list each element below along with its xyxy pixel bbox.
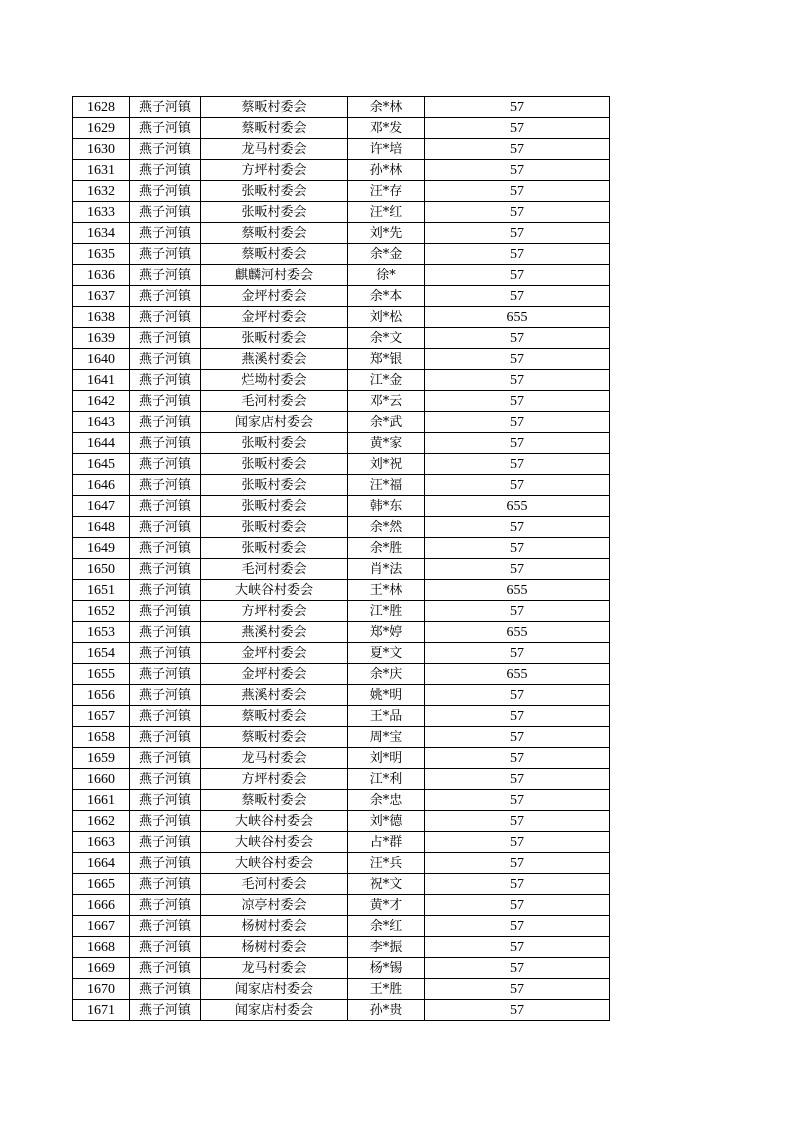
town-cell: 燕子河镇 [130, 790, 201, 811]
amount-cell: 57 [425, 685, 610, 706]
table-row [73, 559, 610, 580]
table-row [73, 937, 610, 958]
village-committee-cell: 闻家店村委会 [201, 979, 348, 1000]
village-committee-cell: 方坪村委会 [201, 160, 348, 181]
table-row [73, 958, 610, 979]
village-committee-cell: 杨树村委会 [201, 937, 348, 958]
name-cell: 姚*明 [348, 685, 425, 706]
table-row [73, 895, 610, 916]
row-number-cell: 1668 [73, 937, 130, 958]
table-row [73, 622, 610, 643]
village-committee-cell: 燕溪村委会 [201, 685, 348, 706]
amount-cell: 57 [425, 412, 610, 433]
village-committee-cell: 毛河村委会 [201, 559, 348, 580]
table-row [73, 874, 610, 895]
row-number-cell: 1641 [73, 370, 130, 391]
table-row [73, 979, 610, 1000]
row-number-cell: 1645 [73, 454, 130, 475]
table-row [73, 454, 610, 475]
amount-cell: 57 [425, 349, 610, 370]
name-cell: 余*武 [348, 412, 425, 433]
table-row [73, 244, 610, 265]
table-row [73, 748, 610, 769]
village-committee-cell: 张畈村委会 [201, 181, 348, 202]
name-cell: 祝*文 [348, 874, 425, 895]
amount-cell: 57 [425, 391, 610, 412]
town-cell: 燕子河镇 [130, 244, 201, 265]
town-cell: 燕子河镇 [130, 391, 201, 412]
amount-cell: 57 [425, 202, 610, 223]
name-cell: 王*林 [348, 580, 425, 601]
row-number-cell: 1628 [73, 97, 130, 118]
village-committee-cell: 张畈村委会 [201, 517, 348, 538]
town-cell: 燕子河镇 [130, 118, 201, 139]
town-cell: 燕子河镇 [130, 580, 201, 601]
data-table [72, 96, 610, 1021]
row-number-cell: 1654 [73, 643, 130, 664]
amount-cell: 57 [425, 538, 610, 559]
village-committee-cell: 龙马村委会 [201, 748, 348, 769]
row-number-cell: 1651 [73, 580, 130, 601]
village-committee-cell: 金坪村委会 [201, 664, 348, 685]
table-row [73, 853, 610, 874]
village-committee-cell: 大峡谷村委会 [201, 580, 348, 601]
name-cell: 杨*锡 [348, 958, 425, 979]
table-row [73, 916, 610, 937]
village-committee-cell: 张畈村委会 [201, 538, 348, 559]
name-cell: 余*金 [348, 244, 425, 265]
amount-cell: 57 [425, 559, 610, 580]
village-committee-cell: 方坪村委会 [201, 601, 348, 622]
table-row [73, 790, 610, 811]
name-cell: 郑*婷 [348, 622, 425, 643]
table-row [73, 811, 610, 832]
town-cell: 燕子河镇 [130, 538, 201, 559]
row-number-cell: 1657 [73, 706, 130, 727]
row-number-cell: 1635 [73, 244, 130, 265]
table-row [73, 328, 610, 349]
name-cell: 黄*才 [348, 895, 425, 916]
row-number-cell: 1660 [73, 769, 130, 790]
table-row [73, 475, 610, 496]
village-committee-cell: 燕溪村委会 [201, 622, 348, 643]
village-committee-cell: 龙马村委会 [201, 139, 348, 160]
row-number-cell: 1652 [73, 601, 130, 622]
table-row [73, 769, 610, 790]
amount-cell: 57 [425, 433, 610, 454]
village-committee-cell: 凉亭村委会 [201, 895, 348, 916]
town-cell: 燕子河镇 [130, 937, 201, 958]
village-committee-cell: 张畈村委会 [201, 454, 348, 475]
row-number-cell: 1662 [73, 811, 130, 832]
name-cell: 黄*家 [348, 433, 425, 454]
table-row [73, 643, 610, 664]
village-committee-cell: 麒麟河村委会 [201, 265, 348, 286]
table-row [73, 538, 610, 559]
name-cell: 王*胜 [348, 979, 425, 1000]
name-cell: 刘*祝 [348, 454, 425, 475]
row-number-cell: 1658 [73, 727, 130, 748]
amount-cell: 57 [425, 244, 610, 265]
amount-cell: 57 [425, 874, 610, 895]
name-cell: 韩*东 [348, 496, 425, 517]
row-number-cell: 1631 [73, 160, 130, 181]
name-cell: 刘*德 [348, 811, 425, 832]
name-cell: 夏*文 [348, 643, 425, 664]
village-committee-cell: 张畈村委会 [201, 475, 348, 496]
town-cell: 燕子河镇 [130, 286, 201, 307]
row-number-cell: 1669 [73, 958, 130, 979]
village-committee-cell: 蔡畈村委会 [201, 97, 348, 118]
village-committee-cell: 蔡畈村委会 [201, 790, 348, 811]
table-row [73, 580, 610, 601]
amount-cell: 57 [425, 601, 610, 622]
town-cell: 燕子河镇 [130, 895, 201, 916]
name-cell: 孙*贵 [348, 1000, 425, 1021]
table-row [73, 307, 610, 328]
town-cell: 燕子河镇 [130, 769, 201, 790]
row-number-cell: 1639 [73, 328, 130, 349]
town-cell: 燕子河镇 [130, 979, 201, 1000]
town-cell: 燕子河镇 [130, 160, 201, 181]
village-committee-cell: 张畈村委会 [201, 433, 348, 454]
town-cell: 燕子河镇 [130, 622, 201, 643]
table-row [73, 727, 610, 748]
table-row [73, 181, 610, 202]
row-number-cell: 1636 [73, 265, 130, 286]
amount-cell: 57 [425, 790, 610, 811]
amount-cell: 57 [425, 370, 610, 391]
row-number-cell: 1643 [73, 412, 130, 433]
name-cell: 余*忠 [348, 790, 425, 811]
village-committee-cell: 张畈村委会 [201, 328, 348, 349]
name-cell: 汪*兵 [348, 853, 425, 874]
village-committee-cell: 燕溪村委会 [201, 349, 348, 370]
amount-cell: 57 [425, 811, 610, 832]
village-committee-cell: 闻家店村委会 [201, 1000, 348, 1021]
row-number-cell: 1642 [73, 391, 130, 412]
village-committee-cell: 龙马村委会 [201, 958, 348, 979]
row-number-cell: 1656 [73, 685, 130, 706]
row-number-cell: 1632 [73, 181, 130, 202]
town-cell: 燕子河镇 [130, 958, 201, 979]
name-cell: 余*本 [348, 286, 425, 307]
name-cell: 周*宝 [348, 727, 425, 748]
amount-cell: 57 [425, 832, 610, 853]
name-cell: 刘*松 [348, 307, 425, 328]
row-number-cell: 1629 [73, 118, 130, 139]
town-cell: 燕子河镇 [130, 811, 201, 832]
town-cell: 燕子河镇 [130, 559, 201, 580]
name-cell: 余*胜 [348, 538, 425, 559]
amount-cell: 57 [425, 223, 610, 244]
row-number-cell: 1670 [73, 979, 130, 1000]
town-cell: 燕子河镇 [130, 706, 201, 727]
town-cell: 燕子河镇 [130, 748, 201, 769]
table-row [73, 601, 610, 622]
amount-cell: 57 [425, 328, 610, 349]
row-number-cell: 1648 [73, 517, 130, 538]
town-cell: 燕子河镇 [130, 496, 201, 517]
amount-cell: 57 [425, 160, 610, 181]
town-cell: 燕子河镇 [130, 832, 201, 853]
name-cell: 汪*红 [348, 202, 425, 223]
name-cell: 郑*银 [348, 349, 425, 370]
table-row [73, 391, 610, 412]
table-row [73, 685, 610, 706]
town-cell: 燕子河镇 [130, 454, 201, 475]
town-cell: 燕子河镇 [130, 475, 201, 496]
town-cell: 燕子河镇 [130, 433, 201, 454]
amount-cell: 57 [425, 643, 610, 664]
village-committee-cell: 烂坳村委会 [201, 370, 348, 391]
row-number-cell: 1665 [73, 874, 130, 895]
village-committee-cell: 毛河村委会 [201, 874, 348, 895]
amount-cell: 57 [425, 895, 610, 916]
row-number-cell: 1667 [73, 916, 130, 937]
village-committee-cell: 闻家店村委会 [201, 412, 348, 433]
town-cell: 燕子河镇 [130, 370, 201, 391]
amount-cell: 57 [425, 139, 610, 160]
name-cell: 孙*林 [348, 160, 425, 181]
name-cell: 江*胜 [348, 601, 425, 622]
row-number-cell: 1644 [73, 433, 130, 454]
row-number-cell: 1659 [73, 748, 130, 769]
table-row [73, 496, 610, 517]
row-number-cell: 1664 [73, 853, 130, 874]
name-cell: 许*培 [348, 139, 425, 160]
row-number-cell: 1650 [73, 559, 130, 580]
amount-cell: 57 [425, 706, 610, 727]
amount-cell: 57 [425, 769, 610, 790]
village-committee-cell: 金坪村委会 [201, 286, 348, 307]
row-number-cell: 1646 [73, 475, 130, 496]
table-row [73, 139, 610, 160]
amount-cell: 57 [425, 181, 610, 202]
row-number-cell: 1655 [73, 664, 130, 685]
name-cell: 江*利 [348, 769, 425, 790]
row-number-cell: 1634 [73, 223, 130, 244]
village-committee-cell: 蔡畈村委会 [201, 727, 348, 748]
table-row [73, 370, 610, 391]
village-committee-cell: 金坪村委会 [201, 643, 348, 664]
village-committee-cell: 蔡畈村委会 [201, 244, 348, 265]
table-row [73, 1000, 610, 1021]
table-row [73, 202, 610, 223]
table-row [73, 832, 610, 853]
amount-cell: 57 [425, 748, 610, 769]
town-cell: 燕子河镇 [130, 307, 201, 328]
town-cell: 燕子河镇 [130, 916, 201, 937]
table-row [73, 118, 610, 139]
name-cell: 余*然 [348, 517, 425, 538]
town-cell: 燕子河镇 [130, 643, 201, 664]
name-cell: 肖*法 [348, 559, 425, 580]
amount-cell: 57 [425, 454, 610, 475]
amount-cell: 655 [425, 496, 610, 517]
amount-cell: 655 [425, 622, 610, 643]
table-row [73, 97, 610, 118]
row-number-cell: 1633 [73, 202, 130, 223]
village-committee-cell: 大峡谷村委会 [201, 811, 348, 832]
name-cell: 江*金 [348, 370, 425, 391]
amount-cell: 57 [425, 97, 610, 118]
table-body [73, 97, 610, 1021]
town-cell: 燕子河镇 [130, 97, 201, 118]
village-committee-cell: 杨树村委会 [201, 916, 348, 937]
row-number-cell: 1671 [73, 1000, 130, 1021]
town-cell: 燕子河镇 [130, 223, 201, 244]
town-cell: 燕子河镇 [130, 874, 201, 895]
row-number-cell: 1647 [73, 496, 130, 517]
name-cell: 余*林 [348, 97, 425, 118]
town-cell: 燕子河镇 [130, 727, 201, 748]
table-row [73, 433, 610, 454]
row-number-cell: 1649 [73, 538, 130, 559]
name-cell: 余*文 [348, 328, 425, 349]
village-committee-cell: 金坪村委会 [201, 307, 348, 328]
town-cell: 燕子河镇 [130, 685, 201, 706]
name-cell: 占*群 [348, 832, 425, 853]
village-committee-cell: 张畈村委会 [201, 496, 348, 517]
table-row [73, 265, 610, 286]
table-row [73, 706, 610, 727]
town-cell: 燕子河镇 [130, 139, 201, 160]
town-cell: 燕子河镇 [130, 202, 201, 223]
village-committee-cell: 蔡畈村委会 [201, 118, 348, 139]
table-row [73, 412, 610, 433]
name-cell: 余*红 [348, 916, 425, 937]
amount-cell: 57 [425, 1000, 610, 1021]
table-row [73, 517, 610, 538]
town-cell: 燕子河镇 [130, 853, 201, 874]
amount-cell: 57 [425, 265, 610, 286]
name-cell: 余*庆 [348, 664, 425, 685]
village-committee-cell: 大峡谷村委会 [201, 853, 348, 874]
town-cell: 燕子河镇 [130, 181, 201, 202]
amount-cell: 57 [425, 286, 610, 307]
table-row [73, 286, 610, 307]
village-committee-cell: 蔡畈村委会 [201, 223, 348, 244]
town-cell: 燕子河镇 [130, 265, 201, 286]
name-cell: 李*振 [348, 937, 425, 958]
name-cell: 刘*先 [348, 223, 425, 244]
amount-cell: 57 [425, 727, 610, 748]
town-cell: 燕子河镇 [130, 664, 201, 685]
name-cell: 邓*云 [348, 391, 425, 412]
row-number-cell: 1661 [73, 790, 130, 811]
town-cell: 燕子河镇 [130, 412, 201, 433]
name-cell: 王*品 [348, 706, 425, 727]
amount-cell: 57 [425, 475, 610, 496]
town-cell: 燕子河镇 [130, 349, 201, 370]
village-committee-cell: 毛河村委会 [201, 391, 348, 412]
name-cell: 刘*明 [348, 748, 425, 769]
amount-cell: 655 [425, 307, 610, 328]
row-number-cell: 1653 [73, 622, 130, 643]
name-cell: 邓*发 [348, 118, 425, 139]
table-row [73, 664, 610, 685]
town-cell: 燕子河镇 [130, 517, 201, 538]
row-number-cell: 1638 [73, 307, 130, 328]
amount-cell: 57 [425, 118, 610, 139]
amount-cell: 57 [425, 517, 610, 538]
row-number-cell: 1640 [73, 349, 130, 370]
table-row [73, 349, 610, 370]
village-committee-cell: 蔡畈村委会 [201, 706, 348, 727]
village-committee-cell: 方坪村委会 [201, 769, 348, 790]
town-cell: 燕子河镇 [130, 328, 201, 349]
name-cell: 汪*存 [348, 181, 425, 202]
town-cell: 燕子河镇 [130, 1000, 201, 1021]
amount-cell: 57 [425, 979, 610, 1000]
amount-cell: 655 [425, 580, 610, 601]
amount-cell: 57 [425, 937, 610, 958]
name-cell: 徐* [348, 265, 425, 286]
town-cell: 燕子河镇 [130, 601, 201, 622]
amount-cell: 57 [425, 958, 610, 979]
row-number-cell: 1630 [73, 139, 130, 160]
amount-cell: 57 [425, 916, 610, 937]
table-row [73, 160, 610, 181]
row-number-cell: 1666 [73, 895, 130, 916]
name-cell: 汪*福 [348, 475, 425, 496]
amount-cell: 57 [425, 853, 610, 874]
amount-cell: 655 [425, 664, 610, 685]
table-row [73, 223, 610, 244]
row-number-cell: 1663 [73, 832, 130, 853]
village-committee-cell: 大峡谷村委会 [201, 832, 348, 853]
row-number-cell: 1637 [73, 286, 130, 307]
village-committee-cell: 张畈村委会 [201, 202, 348, 223]
